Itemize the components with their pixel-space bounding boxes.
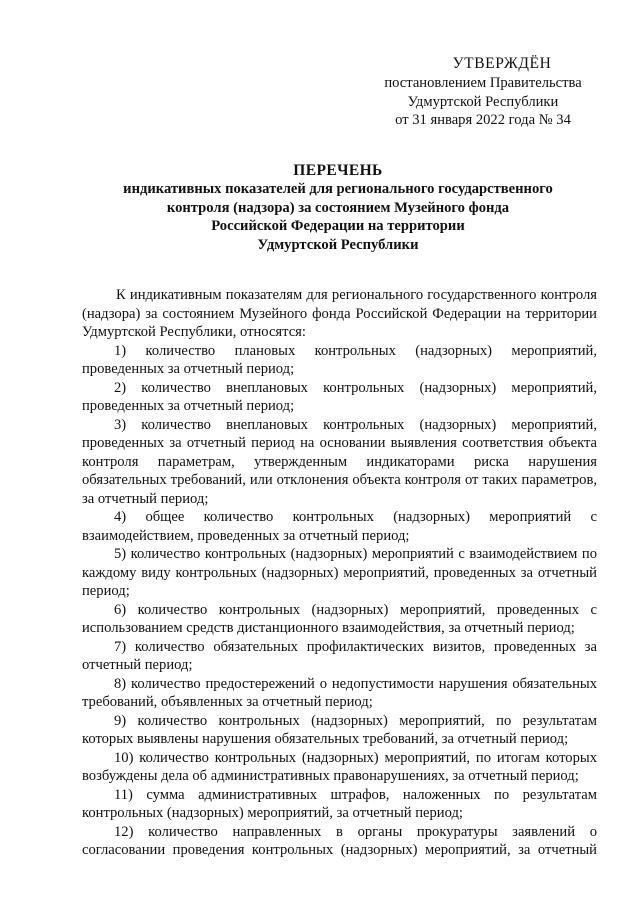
list-item-10: 10) количество контрольных (надзорных) мероприятий, по итогам которых возбуждены дела об административных правонарушениях, за отчетный период;	[82, 749, 597, 784]
list-item-5: 5) количество контрольных (надзорных) мероприятий с взаимодействием по каждому виду контрольных (надзорных) мероприятий, проведенных за отчетный период;	[82, 546, 597, 599]
approval-stamp-block	[360, 54, 606, 130]
approval-stamp: УТВЕРЖДЁН	[452, 55, 552, 72]
document-title: ПЕРЕЧЕНЬ	[293, 162, 383, 179]
document-body	[82, 286, 597, 860]
list-item-1: 1) количество плановых контрольных (надзорных) мероприятий, проведенных за отчетный период;	[82, 342, 597, 377]
list-item-11: 11) сумма административных штрафов, наложенных по результатам контрольных (надзорных) мероприятий, за отчетный период;	[82, 786, 597, 821]
list-item-12: 12) количество направленных в органы прокуратуры заявлений о согласовании проведения контрольных (надзорных) мероприятий, за отчетный	[82, 823, 597, 858]
list-item-6: 6) количество контрольных (надзорных) мероприятий, проведенных с использованием средств дистанционного взаимодействия, за отчетный период;	[82, 601, 597, 636]
approval-line-2: Удмуртской Республики	[407, 93, 559, 110]
approval-line-3: от 31 января 2022 года № 34	[395, 112, 571, 128]
list-item-7: 7) количество обязательных профилактических визитов, проведенных за отчетный период;	[82, 638, 597, 673]
document-heading	[80, 162, 596, 254]
list-item-8: 8) количество предостережений о недопустимости нарушения обязательных требований, объявленных за отчетный период;	[82, 675, 597, 710]
intro-paragraph: К индикативным показателям для регионального государственного контроля (надзора) за состоянием Музейного фонда Российской Федерации на территории Удмуртской Республики, относятся:	[82, 287, 597, 340]
list-item-9: 9) количество контрольных (надзорных) мероприятий, по результатам которых выявлены нарушения обязательных требований, за отчетный период;	[82, 712, 597, 747]
heading-line-2: контроля (надзора) за состоянием Музейного фонда	[166, 199, 510, 216]
list-item-3: 3) количество внеплановых контрольных (надзорных) мероприятий, проведенных за отчетный период на основании выявления соответствия объекта контроля параметрам, утвержденным индикаторами риска нарушения обязательных требований, или отклонения объекта контроля от таких параметров, за отчетный период;	[82, 416, 597, 507]
heading-line-3: Российской Федерации на территории	[211, 218, 465, 235]
heading-line-4: Удмуртской Республики	[257, 236, 419, 253]
list-item-2: 2) количество внеплановых контрольных (надзорных) мероприятий, проведенных за отчетный период;	[82, 379, 597, 414]
approval-line-1: постановлением Правительства	[384, 75, 582, 91]
heading-line-1: индикативных показателей для регионального государственного	[123, 181, 553, 198]
list-item-4: 4) общее количество контрольных (надзорных) мероприятий с взаимодействием, проведенных за отчетный период;	[82, 509, 597, 544]
